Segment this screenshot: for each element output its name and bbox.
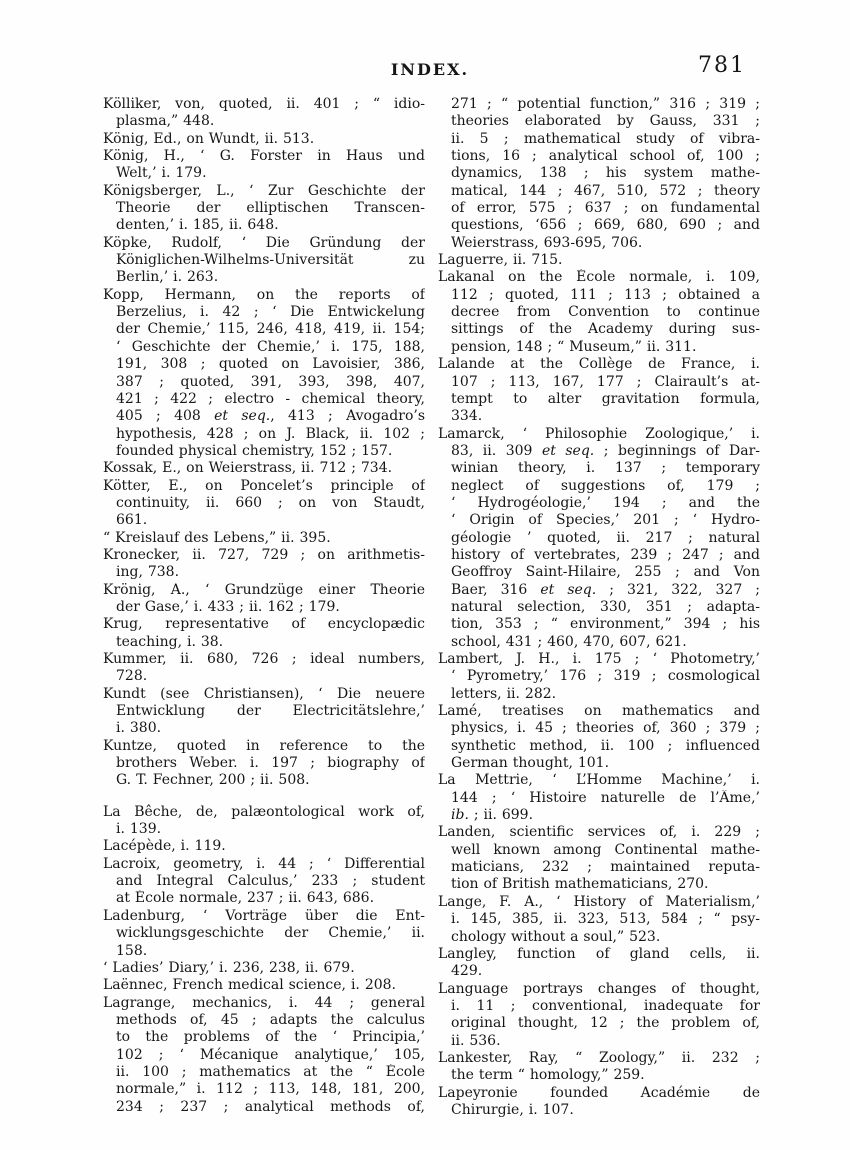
index-line-text: Kötter, E., on Poncelet’s principle of [103, 477, 425, 494]
index-line [103, 755, 425, 772]
index-line [103, 960, 425, 977]
index-line [103, 821, 425, 838]
index-line-text: letters, ii. 282. [451, 685, 557, 702]
index-line-text: Lagrange, mechanics, i. 44 ; general [103, 994, 425, 1011]
index-line [103, 252, 425, 269]
index-line-text: géologie ’ quoted, ii. 217 ; natural [451, 529, 760, 546]
index-line [103, 668, 425, 685]
index-line-text: founded physical chemistry, 152 ; 157. [116, 442, 393, 459]
index-line [103, 1029, 425, 1046]
index-line-text: history of vertebrates, 239 ; 247 ; and [451, 546, 760, 563]
index-line [438, 946, 760, 963]
index-line [438, 790, 760, 807]
index-line-text: 429. [451, 963, 483, 980]
index-line-text: König, Ed., on Wundt, ii. 513. [103, 130, 315, 147]
index-line-text: school, 431 ; 460, 470, 607, 621. [451, 633, 687, 650]
index-line-italic-text: et seq. [214, 408, 271, 425]
index-line-text: tion, 353 ; “ environment,” 394 ; his [451, 616, 760, 633]
index-line [438, 772, 760, 789]
index-line-text: Kronecker, ii. 727, 729 ; on arithmetis- [103, 546, 425, 563]
index-line [438, 963, 760, 980]
index-line-text: Landen, scientific services of, i. 229 ; [438, 824, 760, 841]
index-line [438, 859, 760, 876]
index-line-italic-text: ib. [451, 807, 469, 824]
index-line-text: Kopp, Hermann, on the reports of [103, 286, 425, 303]
index-line-text: i. 380. [116, 720, 162, 737]
index-line-text: natural selection, 330, 351 ; adapta- [451, 598, 760, 615]
index-line-text: 728. [116, 668, 148, 685]
index-line [103, 478, 425, 495]
index-line-text: Theorie der elliptischen Transcen- [116, 200, 425, 217]
index-line-text: der Chemie,’ 115, 246, 418, 419, ii. 154; [116, 321, 425, 338]
index-line [438, 842, 760, 859]
index-line [103, 547, 425, 564]
index-line [103, 512, 425, 529]
index-line-text: methods of, 45 ; adapts the calculus [116, 1011, 425, 1028]
index-line-text: Welt,’ i. 179. [116, 165, 207, 182]
index-line [438, 321, 760, 338]
index-line [438, 686, 760, 703]
index-line-text: well known among Continental mathe- [451, 841, 760, 858]
index-line [103, 599, 425, 616]
index-line-text: Berlin,’ i. 263. [116, 269, 219, 286]
index-line-text: Königsberger, L., ‘ Zur Geschichte der [103, 182, 425, 199]
index-line [438, 981, 760, 998]
index-line-text: at École normale, 237 ; ii. 643, 686. [116, 890, 375, 907]
index-line [438, 269, 760, 286]
index-line [103, 856, 425, 873]
index-line [438, 998, 760, 1015]
index-line [438, 460, 760, 477]
index-line-text: 661. [116, 512, 148, 529]
index-line-text: Kossak, E., on Weierstrass, ii. 712 ; 734. [103, 460, 393, 477]
index-line [438, 911, 760, 928]
index-line [438, 478, 760, 495]
index-line-text: maticians, 232 ; maintained reputa- [451, 859, 760, 876]
index-line-text: ; 321, 322, 327 ; [596, 581, 760, 598]
index-line-text: 158. [116, 942, 148, 959]
index-line [103, 96, 425, 113]
index-line-text: sittings of the Academy during sus- [451, 321, 760, 338]
index-line-text: matical, 144 ; 467, 510, 572 ; theory [451, 182, 760, 199]
index-line-text: , 413 ; Avogadro’s [270, 408, 425, 425]
index-line [103, 131, 425, 148]
index-line [438, 755, 760, 772]
index-line [438, 252, 760, 269]
index-line-italic-text: et seq. [541, 442, 595, 459]
index-line [103, 804, 425, 821]
index-line [438, 616, 760, 633]
index-line [103, 1081, 425, 1098]
index-line [103, 148, 425, 165]
index-line [438, 807, 760, 824]
index-line [103, 686, 425, 703]
index-line [438, 443, 760, 460]
index-line [438, 894, 760, 911]
index-line-text: Kölliker, von, quoted, ii. 401 ; “ idio- [103, 96, 425, 112]
index-line [438, 876, 760, 893]
index-line [438, 634, 760, 651]
index-line [103, 995, 425, 1012]
index-line [103, 443, 425, 460]
index-line-text: synthetic method, ii. 100 ; influenced [451, 737, 760, 754]
index-line-text: ‘ Pyrometry,’ 176 ; 319 ; cosmological [451, 668, 760, 685]
index-line-text: Lacépède, i. 119. [103, 838, 226, 855]
index-line-text: normale,” i. 112 ; 113, 148, 181, 200, [116, 1081, 425, 1098]
index-line [438, 374, 760, 391]
index-line-text: 191, 308 ; quoted on Lavoisier, 386, [116, 356, 425, 373]
index-line [103, 200, 425, 217]
index-line-text: Weierstrass, 693-695, 706. [451, 234, 643, 251]
index-line-text: 102 ; ‘ Mécanique analytique,’ 105, [116, 1046, 425, 1063]
index-line-text: pension, 148 ; “ Museum,” ii. 311. [451, 338, 697, 355]
index-line [103, 287, 425, 304]
index-line-text: to the problems of the ‘ Principia,’ [116, 1029, 425, 1046]
index-line-text: Kuntze, quoted in reference to the [103, 737, 425, 754]
index-line [438, 564, 760, 581]
index-line [438, 495, 760, 512]
index-line [103, 113, 425, 130]
index-line-text: ‘ Geschichte der Chemie,’ i. 175, 188, [116, 338, 425, 355]
index-line [103, 408, 425, 425]
index-line-text: La Mettrie, ‘ L’Homme Machine,’ i. [438, 772, 760, 789]
index-line [438, 668, 760, 685]
index-line [438, 929, 760, 946]
index-line-text: 271 ; “ potential function,” 316 ; 319 ; [451, 96, 760, 112]
index-column-right [438, 96, 760, 1119]
index-line [103, 943, 425, 960]
index-line [438, 304, 760, 321]
index-line-text: ‘ Ladies’ Diary,’ i. 236, 238, ii. 679. [103, 959, 355, 976]
index-line [103, 495, 425, 512]
index-line-text: continuity, ii. 660 ; on von Staudt, [116, 494, 425, 511]
index-line [103, 634, 425, 651]
index-line [103, 356, 425, 373]
index-line [438, 113, 760, 130]
index-line [438, 1015, 760, 1032]
index-line [103, 391, 425, 408]
index-line-text: i. 11 ; conventional, inadequate for [451, 997, 760, 1014]
index-line [438, 703, 760, 720]
index-line-text: questions, ‘656 ; 669, 680, 690 ; and [451, 217, 760, 234]
index-line-text: teaching, i. 38. [116, 633, 224, 650]
index-line [103, 217, 425, 234]
index-line-text: König, H., ‘ G. Forster in Haus und [103, 148, 425, 165]
index-line-text: ii. 5 ; mathematical study of vibra- [451, 130, 760, 147]
index-line [103, 304, 425, 321]
index-line-text: “ Kreislauf des Lebens,” ii. 395. [103, 529, 331, 546]
index-line [103, 890, 425, 907]
index-line [103, 703, 425, 720]
index-line-text: winian theory, i. 137 ; temporary [451, 460, 760, 477]
index-line [103, 651, 425, 668]
index-line [438, 1050, 760, 1067]
index-line-text: Language portrays changes of thought, [438, 980, 760, 997]
index-line [438, 651, 760, 668]
index-line [103, 873, 425, 890]
index-line-text: Lange, F. A., ‘ History of Materialism,’ [438, 893, 760, 910]
index-line [103, 426, 425, 443]
index-line-text: 234 ; 237 ; analytical methods of, [116, 1098, 425, 1115]
index-line [103, 977, 425, 994]
index-line [438, 547, 760, 564]
index-line [438, 200, 760, 217]
index-line-text: Langley, function of gland cells, ii. [438, 945, 760, 962]
index-line-text: ; ii. 699. [468, 807, 534, 824]
index-line-text: Köpke, Rudolf, ‘ Die Gründung der [103, 234, 425, 251]
index-column-left [103, 96, 425, 1119]
index-line-text: Ladenburg, ‘ Vorträge über die Ent- [103, 907, 425, 924]
index-line-text: ing, 738. [116, 564, 180, 581]
index-line-text: 334. [451, 408, 483, 425]
index-line-text: Lankester, Ray, “ Zoology,” ii. 232 ; [438, 1049, 760, 1066]
index-line-text: 421 ; 422 ; electro - chemical theory, [116, 390, 425, 407]
page-title: INDEX. [390, 60, 470, 79]
index-line [103, 908, 425, 925]
index-line-text: brothers Weber. i. 197 ; biography of [116, 755, 425, 772]
index-line-text: theories elaborated by Gauss, 331 ; [451, 113, 760, 130]
index-line [103, 838, 425, 855]
index-line-text: Lakanal on the École normale, i. 109, [438, 269, 760, 286]
index-line [103, 321, 425, 338]
index-line-text: chology without a soul,” 523. [451, 928, 661, 945]
index-line-text: Berzelius, i. 42 ; ‘ Die Entwickelung [116, 304, 425, 321]
index-line [103, 925, 425, 942]
index-line [438, 582, 760, 599]
index-line-text: Chirurgie, i. 107. [451, 1101, 574, 1118]
index-line [438, 738, 760, 755]
index-line [103, 460, 425, 477]
index-line-text: 107 ; 113, 167, 177 ; Clairault’s at- [451, 373, 760, 390]
index-line-text: Entwicklung der Electricitätslehre,’ [116, 703, 425, 720]
index-line [103, 720, 425, 737]
index-line-text: Krönig, A., ‘ Grundzüge einer Theorie [103, 581, 425, 598]
index-line [103, 1012, 425, 1029]
index-line [438, 599, 760, 616]
index-line-text: Laënnec, French medical science, i. 208. [103, 977, 396, 994]
index-columns [103, 96, 760, 1119]
index-line-text: tempt to alter gravitation formula, [451, 390, 760, 407]
index-line-text: Lamarck, ‘ Philosophie Zoologique,’ i. [438, 425, 760, 442]
index-line-text: physics, i. 45 ; theories of, 360 ; 379 ; [451, 720, 760, 737]
index-line-text: neglect of suggestions of, 179 ; [451, 477, 760, 494]
index-line [103, 339, 425, 356]
index-line [438, 165, 760, 182]
index-line-text: Kundt (see Christiansen), ‘ Die neuere [103, 685, 425, 702]
index-line [438, 148, 760, 165]
index-line-text: Baer, 316 [451, 581, 541, 598]
index-line [438, 530, 760, 547]
index-line-text: 405 ; 408 [116, 408, 215, 425]
page-header [100, 53, 760, 85]
index-line [438, 408, 760, 425]
index-line [438, 1067, 760, 1084]
index-line [438, 1102, 760, 1119]
index-line [438, 287, 760, 304]
index-line-text: ‘ Hydrogéologie,’ 194 ; and the [451, 494, 760, 511]
index-line [438, 720, 760, 737]
index-line [103, 1064, 425, 1081]
index-line-text: Geoffroy Saint-Hilaire, 255 ; and Von [451, 564, 760, 581]
index-line-text: Lalande at the Collège de France, i. [438, 356, 760, 373]
index-line-text: Lambert, J. H., i. 175 ; ‘ Photometry,’ [438, 651, 760, 667]
index-line [103, 616, 425, 633]
index-line [103, 235, 425, 252]
index-line [438, 356, 760, 373]
index-line [103, 374, 425, 391]
index-line [438, 391, 760, 408]
index-line-text: plasma,” 448. [116, 113, 215, 130]
index-line-text: the term “ homology,” 259. [451, 1067, 645, 1084]
index-line [438, 1033, 760, 1050]
index-line-text: Lacroix, geometry, i. 44 ; ‘ Differential [103, 855, 425, 872]
index-line-text: i. 145, 385, ii. 323, 513, 584 ; “ psy- [451, 911, 760, 928]
index-line [438, 235, 760, 252]
index-line-text: 387 ; quoted, 391, 393, 398, 407, [116, 373, 425, 390]
index-line-text: Lamé, treatises on mathematics and [438, 703, 760, 720]
index-line [438, 183, 760, 200]
index-line-text: der Gase,’ i. 433 ; ii. 162 ; 179. [116, 598, 340, 615]
index-line-text: German thought, 101. [451, 755, 610, 772]
index-line [103, 183, 425, 200]
index-line-italic-text: et seq. [540, 581, 597, 598]
index-line [103, 738, 425, 755]
index-line-text: 83, ii. 309 [451, 442, 542, 459]
index-line-text: tion of British mathematicians, 270. [451, 876, 709, 893]
index-line [103, 564, 425, 581]
index-line [438, 1085, 760, 1102]
index-line-text: of error, 575 ; 637 ; on fundamental [451, 200, 760, 217]
page-number: 781 [698, 53, 746, 78]
index-line-text: Königlichen-Wilhelms-Universität zu [116, 252, 425, 269]
index-line-text: 112 ; quoted, 111 ; 113 ; obtained a [451, 286, 760, 303]
index-line [438, 824, 760, 841]
index-line-text: ii. 536. [451, 1032, 501, 1049]
index-line-text: original thought, 12 ; the problem of, [451, 1015, 760, 1032]
index-line-text: tions, 16 ; analytical school of, 100 ; [451, 148, 760, 165]
index-line-text: Kummer, ii. 680, 726 ; ideal numbers, [103, 651, 425, 667]
index-line [438, 512, 760, 529]
index-line-text: ii. 100 ; mathematics at the “ École [116, 1063, 425, 1080]
index-line [103, 165, 425, 182]
index-line [103, 772, 425, 789]
index-line [438, 426, 760, 443]
index-line [438, 131, 760, 148]
index-line-text: i. 139. [116, 821, 162, 838]
index-line-text: Lapeyronie founded Académie de [438, 1084, 760, 1101]
index-line [103, 269, 425, 286]
index-line-text: Laguerre, ii. 715. [438, 252, 563, 269]
index-line-text: ‘ Origin of Species,’ 201 ; ‘ Hydro- [451, 512, 760, 529]
index-line-text: and Integral Calculus,’ 233 ; student [116, 873, 425, 890]
index-line-text: La Bêche, de, palæontological work of, [103, 803, 425, 820]
index-line [103, 530, 425, 547]
index-line-text: hypothesis, 428 ; on J. Black, ii. 102 ; [116, 425, 425, 442]
index-line-text: Krug, representative of encyclopædic [103, 616, 425, 633]
index-line [438, 339, 760, 356]
index-line-text: wicklungsgeschichte der Chemie,’ ii. [116, 925, 425, 942]
index-line-text: dynamics, 138 ; his system mathe- [451, 165, 760, 182]
index-line [103, 1047, 425, 1064]
index-line-text: ; beginnings of Dar- [594, 442, 760, 459]
index-line-text: decree from Convention to continue [451, 304, 760, 321]
index-line [438, 96, 760, 113]
index-line [103, 1099, 425, 1116]
index-line-text: G. T. Fechner, 200 ; ii. 508. [116, 772, 310, 789]
index-line-text: denten,’ i. 185, ii. 648. [116, 217, 279, 234]
index-line [103, 582, 425, 599]
index-line [438, 217, 760, 234]
index-line-text: 144 ; ‘ Histoire naturelle de l’Âme,’ [451, 789, 760, 806]
